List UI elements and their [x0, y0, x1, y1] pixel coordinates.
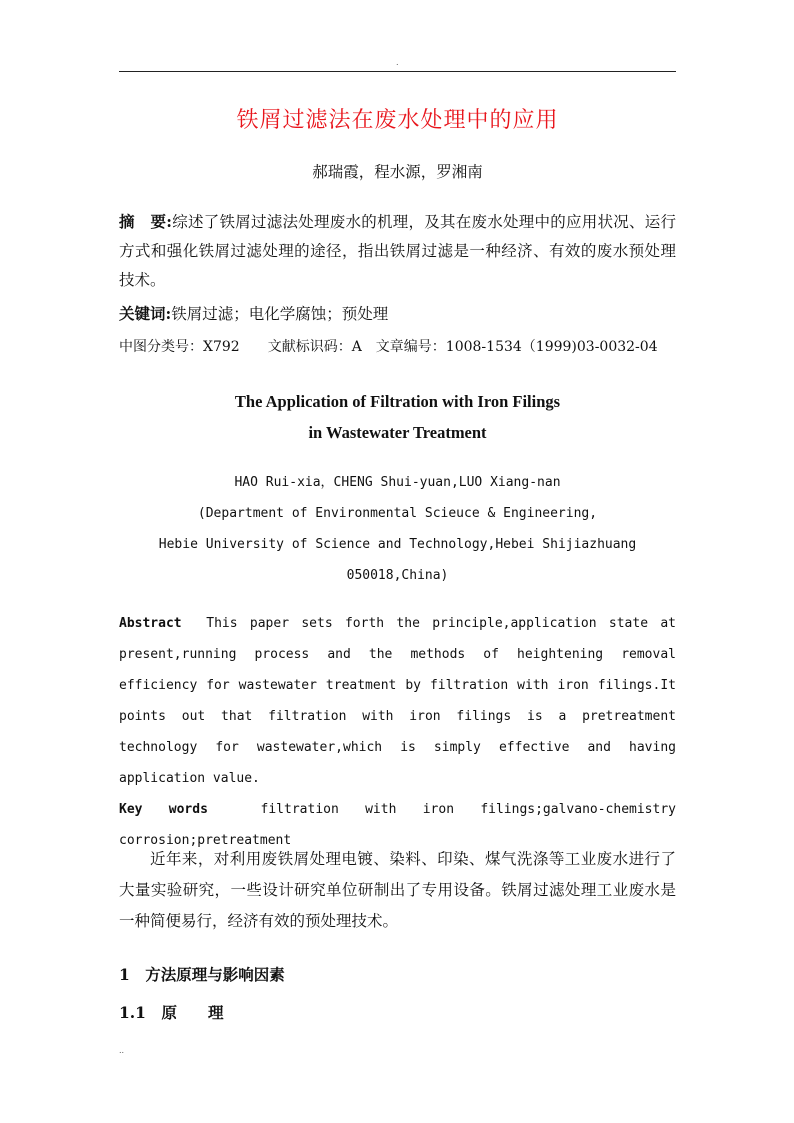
affiliation-line2: Hebie University of Science and Technology,Hebei Shijiazhuang: [158, 537, 637, 552]
affiliation-line3: 050018,China): [346, 568, 449, 583]
title-en-line2: in Wastewater Treatment: [308, 423, 487, 442]
abstract-en-label: Abstract: [119, 616, 182, 631]
abstract-en-paragraph: [119, 608, 676, 794]
authors-en: [119, 467, 676, 591]
abstract-cn-text: 综述了铁屑过滤法处理废水的机理，及其在废水处理中的应用状况、运行方式和强化铁屑过滤处理的途径，指出铁屑过滤是一种经济、有效的废水预处理技术。: [119, 213, 676, 289]
paper-title: 铁屑过滤法在废水处理中的应用: [236, 108, 559, 133]
authors-cn: 郝瑞霞，程水源，罗湘南: [312, 163, 483, 181]
abstract-en: [119, 608, 676, 856]
abstract-cn-label: 摘 要:: [119, 212, 172, 231]
keywords-cn-text: 铁屑过滤；电化学腐蚀；预处理: [171, 305, 389, 323]
section-heading-1: 1 方法原理与影响因素: [119, 965, 285, 984]
footer-mark: ..: [119, 1046, 125, 1055]
title-en-line1: The Application of Filtration with Iron Filings: [234, 392, 561, 411]
header-mark: .: [396, 58, 399, 67]
abstract-en-text: This paper sets forth the principle,application state at present,running process and the methods of heightening removal efficiency for wastewater treatment by filtration with iron filings.It points out that filtration with iron filings is a pretreatment technology for wastewater,which is simply effective and having application value.: [119, 616, 676, 786]
authors-en-names: HAO Rui-xia，CHENG Shui-yuan,LUO Xiang-nan: [234, 475, 561, 490]
intro-paragraph: 近年来，对利用废铁屑处理电镀、染料、印染、煤气洗涤等工业废水进行了大量实验研究，一些设计研究单位研制出了专用设备。铁屑过滤处理工业废水是一种简便易行，经济有效的预处理技术。: [119, 850, 676, 930]
keywords-cn-label: 关键词:: [119, 304, 172, 323]
classification-line: 中图分类号：X792 文献标识码：A 文章编号：1008-1534（1999)03-0032-04: [119, 339, 658, 355]
keywords-en-text: filtration with iron filings;galvano-chemistry corrosion;pretreatment: [119, 802, 676, 848]
affiliation-line1: (Department of Environmental Scieuce & Engineering,: [197, 506, 598, 521]
title-en: [119, 386, 676, 448]
keywords-cn: [119, 302, 676, 324]
abstract-cn: [119, 207, 676, 295]
keywords-en-label: Key words: [119, 802, 208, 817]
header-rule: [119, 71, 676, 72]
section-heading-1-1: 1.1 原 理: [119, 1003, 224, 1022]
